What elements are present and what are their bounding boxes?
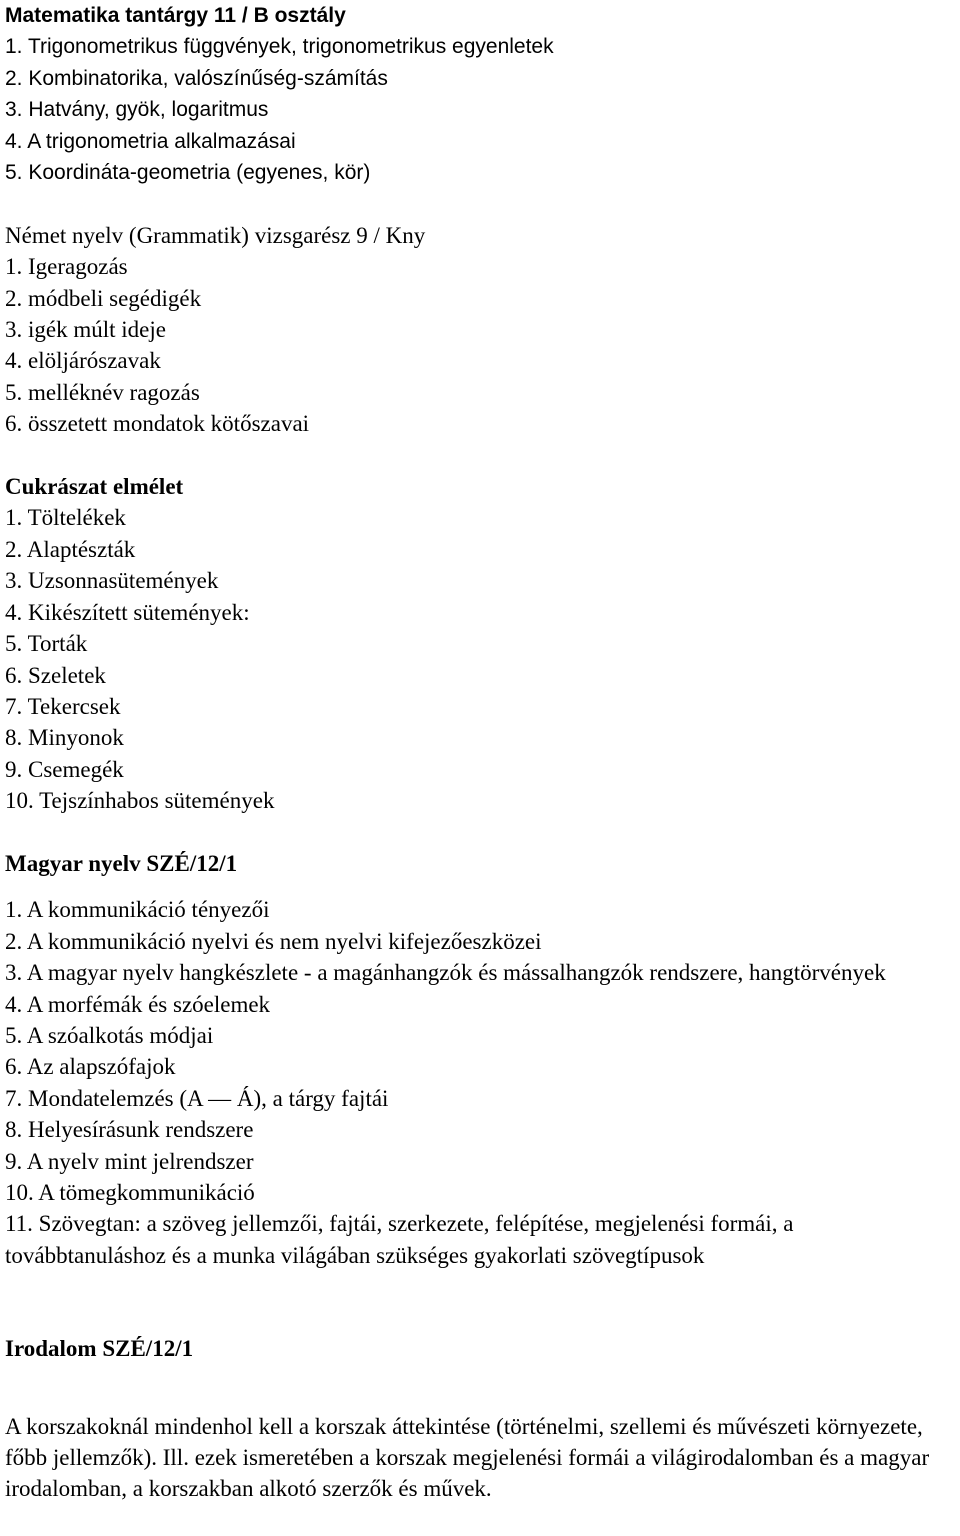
list-item: 5. Koordináta-geometria (egyenes, kör)	[5, 161, 371, 185]
list-item: 2. Kombinatorika, valószínűség-számítás	[5, 66, 388, 90]
list-item: 1. Igeragozás	[5, 254, 128, 280]
document-page	[5, 0, 957, 1505]
list-item: 9. Csemegék	[5, 756, 124, 782]
list-item: 2. módbeli segédigék	[5, 285, 202, 311]
section-matematika	[5, 0, 957, 188]
list-item: 6. Szeletek	[5, 662, 106, 688]
list-item: 10. A tömegkommunikáció	[5, 1179, 255, 1205]
spacer	[5, 817, 957, 848]
list-item: 8. Minyonok	[5, 725, 124, 751]
spacer	[5, 1271, 957, 1333]
section-title: Magyar nyelv SZÉ/12/1	[5, 850, 238, 876]
section-paragraph: A korszakoknál mindenhol kell a korszak áttekintése (történelmi, szellemi és művészeti környezete, főbb jellemzők). Ill. ezek ismeretében a korszak megjelenési formái a világirodalomban és a magyar irodalomban, a korszakban alkotó szerzők és művek.	[5, 1413, 930, 1502]
section-magyar-nyelv	[5, 848, 957, 1271]
list-item: 4. A morfémák és szóelemek	[5, 991, 271, 1017]
list-item: 2. Alaptészták	[5, 536, 136, 562]
list-item: 3. Hatvány, gyök, logaritmus	[5, 98, 269, 122]
list-item: 4. A trigonometria alkalmazásai	[5, 129, 296, 153]
list-item: 3. Uzsonnasütemények	[5, 568, 219, 594]
list-item: 10. Tejszínhabos sütemények	[5, 788, 275, 814]
list-item: 5. A szóalkotás módjai	[5, 1022, 214, 1048]
list-item: 5. melléknév ragozás	[5, 379, 200, 405]
spacer	[5, 1365, 957, 1411]
section-title: Irodalom SZÉ/12/1	[5, 1336, 194, 1362]
list-item: 4. Kikészített sütemények:	[5, 599, 250, 625]
list-item: 4. elöljárószavak	[5, 348, 161, 374]
list-item: 7. Tekercsek	[5, 693, 121, 719]
section-nemet-nyelv	[5, 220, 957, 440]
list-item: 6. Az alapszófajok	[5, 1054, 176, 1080]
list-item: 6. összetett mondatok kötőszavai	[5, 411, 310, 437]
list-item: 11. Szövegtan: a szöveg jellemzői, fajtái, szerkezete, felépítése, megjelenési formái, a továbbtanuláshoz és a munka világában szükséges gyakorlati szövegtípusok	[5, 1211, 794, 1268]
list-item: 3. igék múlt ideje	[5, 317, 166, 343]
list-item: 7. Mondatelemzés (A ― Á), a tárgy fajtái	[5, 1085, 389, 1111]
spacer	[5, 188, 957, 219]
spacer	[5, 440, 957, 471]
list-item: 3. A magyar nyelv hangkészlete - a magánhangzók és mássalhangzók rendszere, hangtörvények	[5, 960, 886, 986]
list-item: 8. Helyesírásunk rendszere	[5, 1117, 254, 1143]
section-irodalom	[5, 1333, 957, 1505]
section-title: Német nyelv (Grammatik) vizsgarész 9 / Kny	[5, 222, 426, 248]
list-item: 1. A kommunikáció tényezői	[5, 897, 270, 923]
list-item: 2. A kommunikáció nyelvi és nem nyelvi kifejezőeszközei	[5, 928, 542, 954]
section-cukraszat	[5, 471, 957, 816]
list-item: 5. Torták	[5, 631, 88, 657]
section-title: Matematika tantárgy 11 / B osztály	[5, 4, 346, 27]
section-title: Cukrászat elmélet	[5, 474, 184, 500]
spacer	[5, 879, 957, 894]
list-item: 9. A nyelv mint jelrendszer	[5, 1148, 254, 1174]
list-item: 1. Töltelékek	[5, 505, 126, 531]
list-item: 1. Trigonometrikus függvények, trigonometrikus egyenletek	[5, 35, 554, 59]
